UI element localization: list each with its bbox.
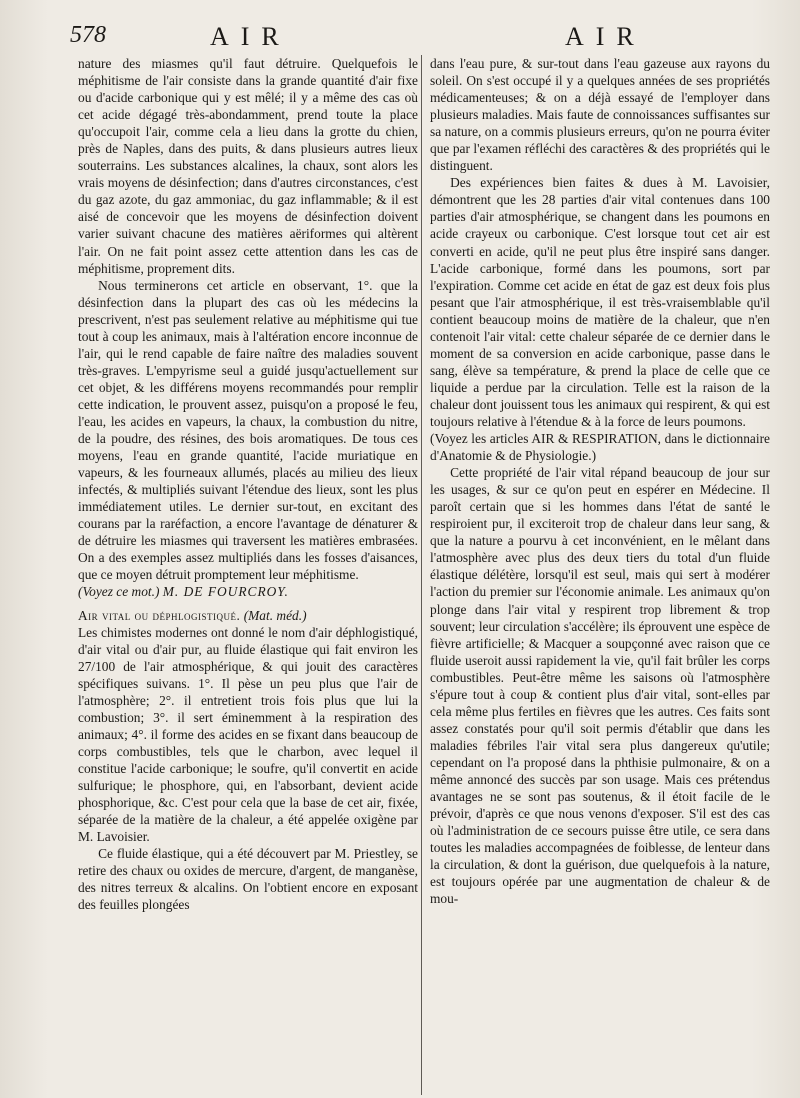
running-head-left: AIR bbox=[210, 22, 291, 51]
cross-reference: (Voyez les articles AIR & RESPIRATION, dans le dictionnaire d'Anatomie & de Physiologie.) bbox=[430, 431, 770, 464]
running-head-right: AIR bbox=[565, 22, 646, 51]
right-column bbox=[430, 55, 770, 1095]
column-divider bbox=[421, 55, 422, 1095]
entry-title: Air vital ou déphlogistiqué. bbox=[78, 607, 241, 623]
article-signature-line bbox=[78, 583, 418, 600]
body-paragraph: Cette propriété de l'air vital répand beaucoup de jour sur les usages, & sur ce qu'on peut en espérer en Médecine. Il paroît certain que si les hommes dans l'état de santé le respiroient pur, il exciteroit trop de chaleur dans leur sang, & que la nature a pourvu à cet inconvénient, en le mêlant dans l'atmosphère avec plus des deux tiers du total d'un fluide élastique délétère, lorsqu'il est seul, mais qui sert à modérer l'action du premier sur l'économie animale. Les animaux qu'on plonge dans l'air vital y respirent trop librement & trop souvent; leur circulation s'accélère; ils éprouvent une espèce de fièvre artificielle; & Macquer a soupçonné avec raison que ce fluide useroit aussi rapidement la vie, qu'il fait brûler les corps combustibles. Peut-être même les saisons où l'atmosphère s'épure tout à coup & contient plus d'air vital, sont-elles par cela même plus fertiles en fièvres que les autres. Ces faits sont assez constatés pour qu'il soit permis d'établir que dans les maladies fébriles l'air vital sera plus dangereux qu'utile; cependant on l'a proposé dans la phthisie pulmonaire, & on a même annoncé des succès par son usage. Mais ces prétendus avantages ne se sont pas soutenus, & il étoit facile de le prévoir, d'après ce que nous venons d'exposer. S'il est des cas où l'administration de ce secours puisse être utile, ce sera dans toutes les maladies accompagnées de foiblesse, de lenteur dans la circulation, & dont la guérison, due quelquefois à la nature, est toujours opérée par une augmentation de chaleur & de mou- bbox=[430, 465, 770, 907]
continued-paragraph: dans l'eau pure, & sur-tout dans l'eau gazeuse aux rayons du soleil. On s'est occupé il y a quelques années de ses propriétés médicamenteuses; & on a déjà essayé de l'employer dans plusieurs maladies. Mais faute de connoissances suffisantes sur sa nature, on a commis plusieurs erreurs, qu'on ne pourra éviter que par l'examen réfléchi des caractères & des propriétés qui le distinguent. bbox=[430, 56, 770, 174]
page-number: 578 bbox=[70, 22, 106, 48]
body-paragraph: Ce fluide élastique, qui a été découvert par M. Priestley, se retire des chaux ou oxides de mercure, d'argent, de manganèse, des nitres terreux & alcalins. On l'obtient encore en exposant des feuilles plongées bbox=[78, 846, 418, 913]
left-column bbox=[78, 55, 418, 1095]
body-paragraph: Nous terminerons cet article en observant, 1°. que la désinfection dans la plupart des cas où les médecins la prescrivent, n'est pas seulement relative au méphitisme qui tue tout à coup les animaux, mais à l'altération encore inconnue de l'air, qui le rend capable de faire naître des maladies souvent très-graves. L'empyrisme seul a guidé jusqu'actuellement sur cet objet, & les différens moyens recommandés pour remplir cette indication, le prouvent assez, puisqu'on a proposé le feu, l'eau, les acides en vapeurs, la chaux, la combustion du nitre, de la poudre, des résines, des bois aromatiques. De tous ces moyens, l'eau en grande quantité, l'acide muriatique en vapeurs, & les fourneaux allumés, placés au milieu des lieux infectés, & multipliés suivant l'étendue des lieux, sont les plus immédiatement utiles. Le dernier sur-tout, en excitant des courans par la raréfaction, a encore l'avantage de dénaturer & de détruire les miasmes qui traversent les matières embrasées. On a des exemples assez multipliés dans les fosses d'aisances, que ce moyen détruit promptement leur méphitisme. bbox=[78, 277, 418, 583]
body-paragraph: Des expériences bien faites & dues à M. Lavoisier, démontrent que les 28 parties d'air vital contenues dans 100 parties d'air atmosphérique, se changent dans les poumons en acide crayeux ou carbonique. C'est lorsque tout cet air est converti en acide, qu'il ne peut plus être inspiré sans danger. L'acide carbonique, formé dans les poumons, sort par l'expiration. Comme cet acide en état de gaz est deux fois plus pesant que l'air atmosphérique, il est très-vraisemblable qu'il contient beaucoup moins de matière de la chaleur, que n'en contenoit l'air vital: cette chaleur séparée de ce dernier dans le moment de sa conversion en acide carbonique, passe dans le sang, élève sa température, & prend la place de celle que ce liquide a perdue par la circulation. Telle est la raison de la chaleur dont jouissent tous les animaux qui respirent, & qui est toujours relative à l'étendue & à la force de leurs poumons. bbox=[430, 175, 770, 429]
entry-category-tag: (Mat. méd.) bbox=[243, 607, 307, 623]
see-also-reference: (Voyez ce mot.) bbox=[78, 584, 160, 600]
entry-heading bbox=[78, 607, 418, 624]
entry-body: Les chimistes modernes ont donné le nom d'air déphlogistiqué, d'air vital ou d'air pur, au fluide élastique qui fait environ les 27/100 de l'air atmosphérique, & qui jouit des caractères spécifiques suivans. 1°. Il pèse un peu plus que l'air de l'atmosphère; 2°. il entretient trois fois plus que lui la combustion; 3°. il sert éminemment à la respiration des animaux; 4°. il forme des acides en se fixant dans beaucoup de corps combustibles, tels que le charbon, avec lequel il constitue l'acide carbonique; le soufre, qu'il convertit en acide sulfurique; le phosphore, qui, en l'absorbant, devient acide phosphorique, &c. C'est pour cela que la base de cet air, fixée, séparée de la matière de la chaleur, a été appelée oxigène par M. Lavoisier. bbox=[78, 624, 418, 845]
author-signature: M. DE FOURCROY. bbox=[162, 584, 289, 600]
page-header bbox=[70, 22, 780, 54]
continued-paragraph: nature des miasmes qu'il faut détruire. Quelquefois le méphitisme de l'air consiste dans la grande quantité d'air fixe ou d'acide carbonique qui y est mêlé; il y a même des cas où cet acide dégagé très-abondamment, prend toute la place qu'occupoit l'air, comme cela a lieu dans la grotte du chien, près de Naples, dans des puits, & dans plusieurs autres lieux souterrains. Les substances alcalines, la chaux, sont alors les vrais moyens de désinfection; dans d'autres circonstances, c'est du gaz azote, du gaz ammoniac, du gaz inflammable; & il est aisé de concevoir que les moyens de désinfection doivent varier suivant chacune des matières aëriformes qui altèrent l'air. On ne fait point assez cette attention dans les cas de méphitisme, proprement dits. bbox=[78, 56, 418, 276]
